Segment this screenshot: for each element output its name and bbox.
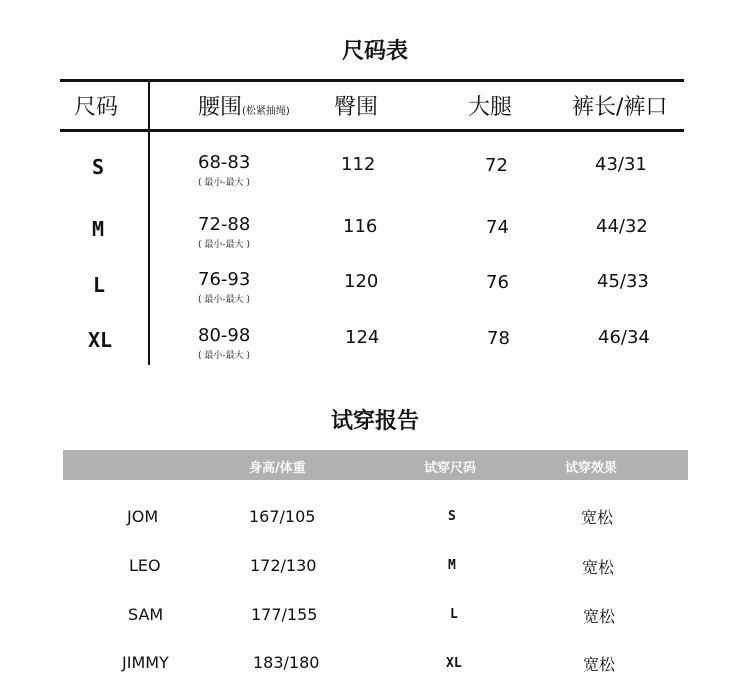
row-length: 43/31 bbox=[595, 154, 647, 175]
tester-effect: 宽松 bbox=[583, 655, 616, 674]
row-size: M bbox=[92, 217, 105, 241]
tester-height-weight: 167/105 bbox=[249, 507, 316, 526]
header-fit-size: 试穿尺码 bbox=[424, 461, 477, 476]
header-height-weight: 身高/体重 bbox=[249, 461, 306, 476]
row-hip: 124 bbox=[345, 327, 380, 348]
header-waist-note: (松紧抽绳) bbox=[242, 106, 290, 117]
waist-value: 68-83 bbox=[198, 152, 251, 173]
tester-height-weight: 172/130 bbox=[250, 556, 317, 575]
row-hip: 112 bbox=[341, 154, 376, 175]
tester-name: LEO bbox=[129, 556, 161, 575]
row-waist bbox=[198, 152, 250, 188]
row-hip: 116 bbox=[343, 216, 378, 237]
waist-range-note: ( 最小-最大 ) bbox=[198, 295, 250, 305]
size-chart-title: 尺码表 bbox=[341, 39, 408, 64]
header-thigh: 大腿 bbox=[468, 95, 513, 120]
fit-report-title: 试穿报告 bbox=[330, 409, 419, 434]
tester-effect: 宽松 bbox=[582, 558, 615, 577]
row-waist bbox=[198, 269, 250, 305]
tester-name: SAM bbox=[128, 605, 164, 624]
fit-report-header-bar bbox=[63, 450, 688, 480]
row-length: 45/33 bbox=[597, 271, 649, 292]
table-header-rule bbox=[60, 129, 684, 132]
tester-effect: 宽松 bbox=[581, 508, 614, 527]
waist-range-note: ( 最小-最大 ) bbox=[198, 178, 250, 188]
header-fit-effect: 试穿效果 bbox=[565, 461, 618, 476]
row-waist bbox=[198, 325, 250, 361]
tester-name: JOM bbox=[127, 507, 159, 526]
row-length: 46/34 bbox=[598, 327, 650, 348]
tester-effect: 宽松 bbox=[583, 607, 616, 626]
tester-name: JIMMY bbox=[122, 653, 169, 672]
tester-size: S bbox=[448, 509, 456, 524]
table-top-rule bbox=[60, 79, 684, 82]
header-waist-label: 腰围 bbox=[198, 95, 243, 120]
tester-size: L bbox=[450, 607, 458, 622]
waist-value: 80-98 bbox=[198, 325, 251, 346]
waist-value: 72-88 bbox=[198, 214, 251, 235]
waist-range-note: ( 最小-最大 ) bbox=[198, 351, 250, 361]
row-thigh: 72 bbox=[485, 155, 508, 176]
row-thigh: 78 bbox=[487, 328, 510, 349]
tester-size: M bbox=[448, 558, 456, 573]
row-size: L bbox=[93, 273, 106, 297]
table-column-divider bbox=[148, 82, 150, 365]
row-waist bbox=[198, 214, 250, 250]
row-thigh: 74 bbox=[486, 217, 509, 238]
header-length: 裤长/裤口 bbox=[572, 95, 668, 120]
header-waist bbox=[198, 90, 290, 121]
row-size: S bbox=[92, 155, 105, 179]
tester-height-weight: 177/155 bbox=[251, 605, 318, 624]
waist-value: 76-93 bbox=[198, 269, 251, 290]
header-hip: 臀围 bbox=[334, 95, 379, 120]
row-hip: 120 bbox=[344, 271, 379, 292]
tester-size: XL bbox=[446, 656, 462, 671]
row-size: XL bbox=[88, 328, 113, 352]
header-size: 尺码 bbox=[74, 95, 119, 120]
waist-range-note: ( 最小-最大 ) bbox=[198, 240, 250, 250]
row-thigh: 76 bbox=[486, 272, 509, 293]
tester-height-weight: 183/180 bbox=[253, 653, 320, 672]
row-length: 44/32 bbox=[596, 216, 648, 237]
